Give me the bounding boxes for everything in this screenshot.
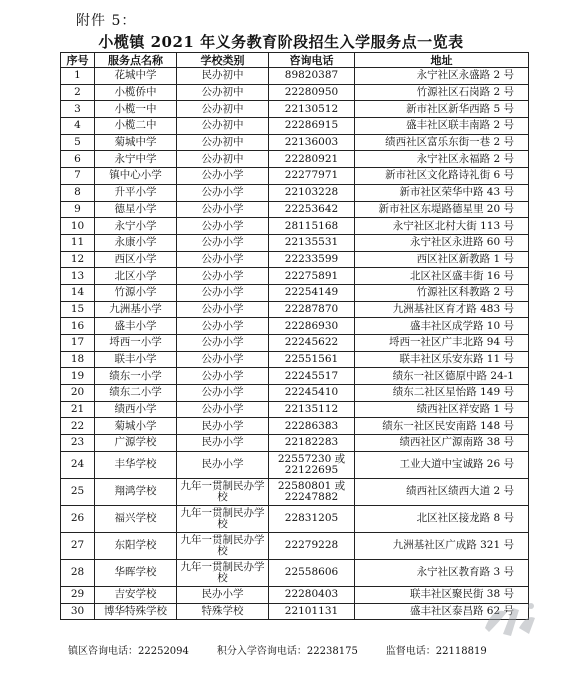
row-index: 24 [61,451,95,478]
row-name: 广源学校 [95,435,177,452]
table-row [61,301,529,318]
row-index: 20 [61,385,95,402]
row-address: 北区社区接龙路 8 号 [355,505,529,532]
row-phone: 89820387 [269,68,355,85]
row-phone: 22253642 [269,201,355,218]
row-phone: 22135112 [269,401,355,418]
row-phone: 22275891 [269,268,355,285]
row-name: 永康小学 [95,234,177,251]
row-phone: 22558606 [269,559,355,586]
header-address: 地址 [355,53,529,68]
row-name: 小榄侨中 [95,84,177,101]
row-category: 公办小学 [177,168,269,185]
footer-town-phone: 镇区咨询电话：22252094 [68,646,189,657]
row-phone: 22286915 [269,118,355,135]
row-address: 九洲基社区育才路 483 号 [355,301,529,318]
row-name: 翔鸿学校 [95,478,177,505]
row-address: 竹源社区石岗路 2 号 [355,84,529,101]
row-name: 镇中心小学 [95,168,177,185]
row-phone: 22280950 [269,84,355,101]
row-category: 九年一贯制民办学校 [177,559,269,586]
row-name: 小榄二中 [95,118,177,135]
row-name: 联丰小学 [95,351,177,368]
row-name: 盛丰小学 [95,318,177,335]
row-category: 民办小学 [177,586,269,603]
row-phone: 22551561 [269,351,355,368]
row-phone: 22130512 [269,101,355,118]
table-row [61,335,529,352]
row-category: 公办小学 [177,301,269,318]
row-index: 28 [61,559,95,586]
attachment-label: 附件 5： [76,13,137,29]
row-index: 17 [61,335,95,352]
row-name: 菊城中学 [95,134,177,151]
row-address: 联丰社区乐安东路 11 号 [355,351,529,368]
row-address: 竹源社区科教路 2 号 [355,284,529,301]
row-address: 绩西社区富乐东街一巷 2 号 [355,134,529,151]
row-address: 工业大道中宝诚路 26 号 [355,451,529,478]
row-address: 永宁社区永盛路 2 号 [355,68,529,85]
row-address: 永宁社区永福路 2 号 [355,151,529,168]
row-name: 西区小学 [95,251,177,268]
row-index: 3 [61,101,95,118]
row-phone: 22233599 [269,251,355,268]
row-phone: 22286383 [269,418,355,435]
row-address: 北区社区盛丰街 16 号 [355,268,529,285]
row-index: 7 [61,168,95,185]
table-row [61,435,529,452]
row-phone: 22831205 [269,505,355,532]
row-index: 29 [61,586,95,603]
row-phone: 22254149 [269,284,355,301]
row-address: 盛丰社区成学路 10 号 [355,318,529,335]
footer-contacts [68,642,538,657]
row-name: 福兴学校 [95,505,177,532]
row-name: 绩西小学 [95,401,177,418]
row-address: 盛丰社区泰昌路 62 号 [355,603,529,620]
row-address: 盛丰社区联丰南路 2 号 [355,118,529,135]
row-category: 民办初中 [177,68,269,85]
row-index: 27 [61,532,95,559]
row-category: 特殊学校 [177,603,269,620]
row-phone: 22557230 或 22122695 [269,451,355,478]
row-address: 永宁社区永进路 60 号 [355,234,529,251]
row-name: 菊城小学 [95,418,177,435]
row-category: 公办初中 [177,118,269,135]
row-category: 公办小学 [177,234,269,251]
table-row [61,234,529,251]
table-row [61,451,529,478]
row-category: 公办小学 [177,201,269,218]
row-phone: 28115168 [269,218,355,235]
row-name: 九洲基小学 [95,301,177,318]
table-row [61,134,529,151]
table-header-row [61,53,529,68]
row-index: 2 [61,84,95,101]
row-category: 九年一贯制民办学校 [177,505,269,532]
row-address: 西区社区新教路 1 号 [355,251,529,268]
row-name: 绩东一小学 [95,368,177,385]
row-index: 23 [61,435,95,452]
table-row [61,368,529,385]
row-index: 18 [61,351,95,368]
table-row [61,318,529,335]
row-index: 25 [61,478,95,505]
row-phone: 22135531 [269,234,355,251]
service-point-table [60,52,529,620]
row-name: 小榄一中 [95,101,177,118]
table-row [61,586,529,603]
row-index: 26 [61,505,95,532]
row-index: 13 [61,268,95,285]
table-row [61,168,529,185]
row-category: 公办小学 [177,368,269,385]
table-row [61,401,529,418]
row-index: 21 [61,401,95,418]
row-phone: 22245517 [269,368,355,385]
row-address: 绩西社区广源南路 38 号 [355,435,529,452]
row-index: 8 [61,184,95,201]
row-category: 九年一贯制民办学校 [177,478,269,505]
table-row [61,118,529,135]
row-index: 10 [61,218,95,235]
row-address: 新市社区新华西路 5 号 [355,101,529,118]
row-index: 14 [61,284,95,301]
header-index: 序号 [61,53,95,68]
table-row [61,184,529,201]
table-row [61,68,529,85]
row-phone: 22279228 [269,532,355,559]
row-address: 九洲基社区广成路 321 号 [355,532,529,559]
row-index: 9 [61,201,95,218]
row-address: 永宁社区教育路 3 号 [355,559,529,586]
row-category: 公办小学 [177,385,269,402]
row-category: 公办初中 [177,84,269,101]
header-category: 学校类别 [177,53,269,68]
row-index: 19 [61,368,95,385]
row-name: 永宁中学 [95,151,177,168]
row-category: 公办初中 [177,134,269,151]
row-address: 绩东一社区民安南路 148 号 [355,418,529,435]
table-row [61,251,529,268]
footer-supervision-phone: 监督电话：22118819 [385,646,487,657]
row-phone: 22182283 [269,435,355,452]
table-row [61,151,529,168]
table-row [61,268,529,285]
row-index: 16 [61,318,95,335]
row-name: 竹源小学 [95,284,177,301]
row-address: 绩西社区绩西大道 2 号 [355,478,529,505]
row-address: 永宁社区北村大街 113 号 [355,218,529,235]
table-row [61,603,529,620]
row-name: 花城中学 [95,68,177,85]
row-index: 15 [61,301,95,318]
row-category: 公办小学 [177,401,269,418]
row-address: 新市社区文化路诗礼街 6 号 [355,168,529,185]
table-row [61,351,529,368]
row-name: 升平小学 [95,184,177,201]
row-phone: 22277971 [269,168,355,185]
row-category: 公办初中 [177,101,269,118]
row-address: 绩东二社区星怡路 149 号 [355,385,529,402]
row-name: 丰华学校 [95,451,177,478]
row-name: 吉安学校 [95,586,177,603]
row-category: 九年一贯制民办学校 [177,532,269,559]
table-row [61,218,529,235]
row-phone: 22286930 [269,318,355,335]
row-address: 绩西社区祥安路 1 号 [355,401,529,418]
row-category: 公办小学 [177,251,269,268]
row-name: 东阳学校 [95,532,177,559]
row-name: 永宁小学 [95,218,177,235]
table-row [61,101,529,118]
table-row [61,284,529,301]
table-row [61,478,529,505]
row-name: 博华特殊学校 [95,603,177,620]
table-row [61,532,529,559]
row-category: 公办小学 [177,268,269,285]
row-address: 新市社区东堤路德星里 20 号 [355,201,529,218]
row-category: 公办小学 [177,218,269,235]
row-phone: 22280403 [269,586,355,603]
row-category: 公办小学 [177,351,269,368]
table-body [61,68,529,620]
row-phone: 22103228 [269,184,355,201]
row-name: 华晖学校 [95,559,177,586]
row-phone: 22245410 [269,385,355,402]
row-index: 5 [61,134,95,151]
row-phone: 22245622 [269,335,355,352]
row-index: 30 [61,603,95,620]
row-address: 埒西一社区广丰北路 94 号 [355,335,529,352]
header-name: 服务点名称 [95,53,177,68]
row-address: 绩东一社区德原中路 24-1 [355,368,529,385]
document-title: 小榄镇 2021 年义务教育阶段招生入学服务点一览表 [98,33,464,51]
row-address: 新市社区荣华中路 43 号 [355,184,529,201]
row-index: 12 [61,251,95,268]
table-row [61,385,529,402]
row-phone: 22580801 或 22247882 [269,478,355,505]
header-phone: 咨询电话 [269,53,355,68]
row-phone: 22101131 [269,603,355,620]
row-address: 联丰社区聚民街 38 号 [355,586,529,603]
row-name: 北区小学 [95,268,177,285]
table-row [61,505,529,532]
row-index: 1 [61,68,95,85]
table-row [61,418,529,435]
row-index: 4 [61,118,95,135]
row-category: 民办小学 [177,418,269,435]
row-category: 民办小学 [177,435,269,452]
row-category: 公办小学 [177,318,269,335]
table-row [61,201,529,218]
row-phone: 22136003 [269,134,355,151]
row-index: 11 [61,234,95,251]
footer-points-phone: 积分入学咨询电话：22238175 [216,646,358,657]
table-row [61,84,529,101]
row-name: 绩东二小学 [95,385,177,402]
row-name: 德星小学 [95,201,177,218]
row-category: 公办小学 [177,284,269,301]
row-category: 公办小学 [177,184,269,201]
row-category: 公办初中 [177,151,269,168]
row-index: 6 [61,151,95,168]
watermark-logo [479,598,539,642]
row-phone: 22280921 [269,151,355,168]
row-name: 埒西一小学 [95,335,177,352]
row-category: 公办小学 [177,335,269,352]
row-phone: 22287870 [269,301,355,318]
row-index: 22 [61,418,95,435]
table-row [61,559,529,586]
row-category: 民办小学 [177,451,269,478]
